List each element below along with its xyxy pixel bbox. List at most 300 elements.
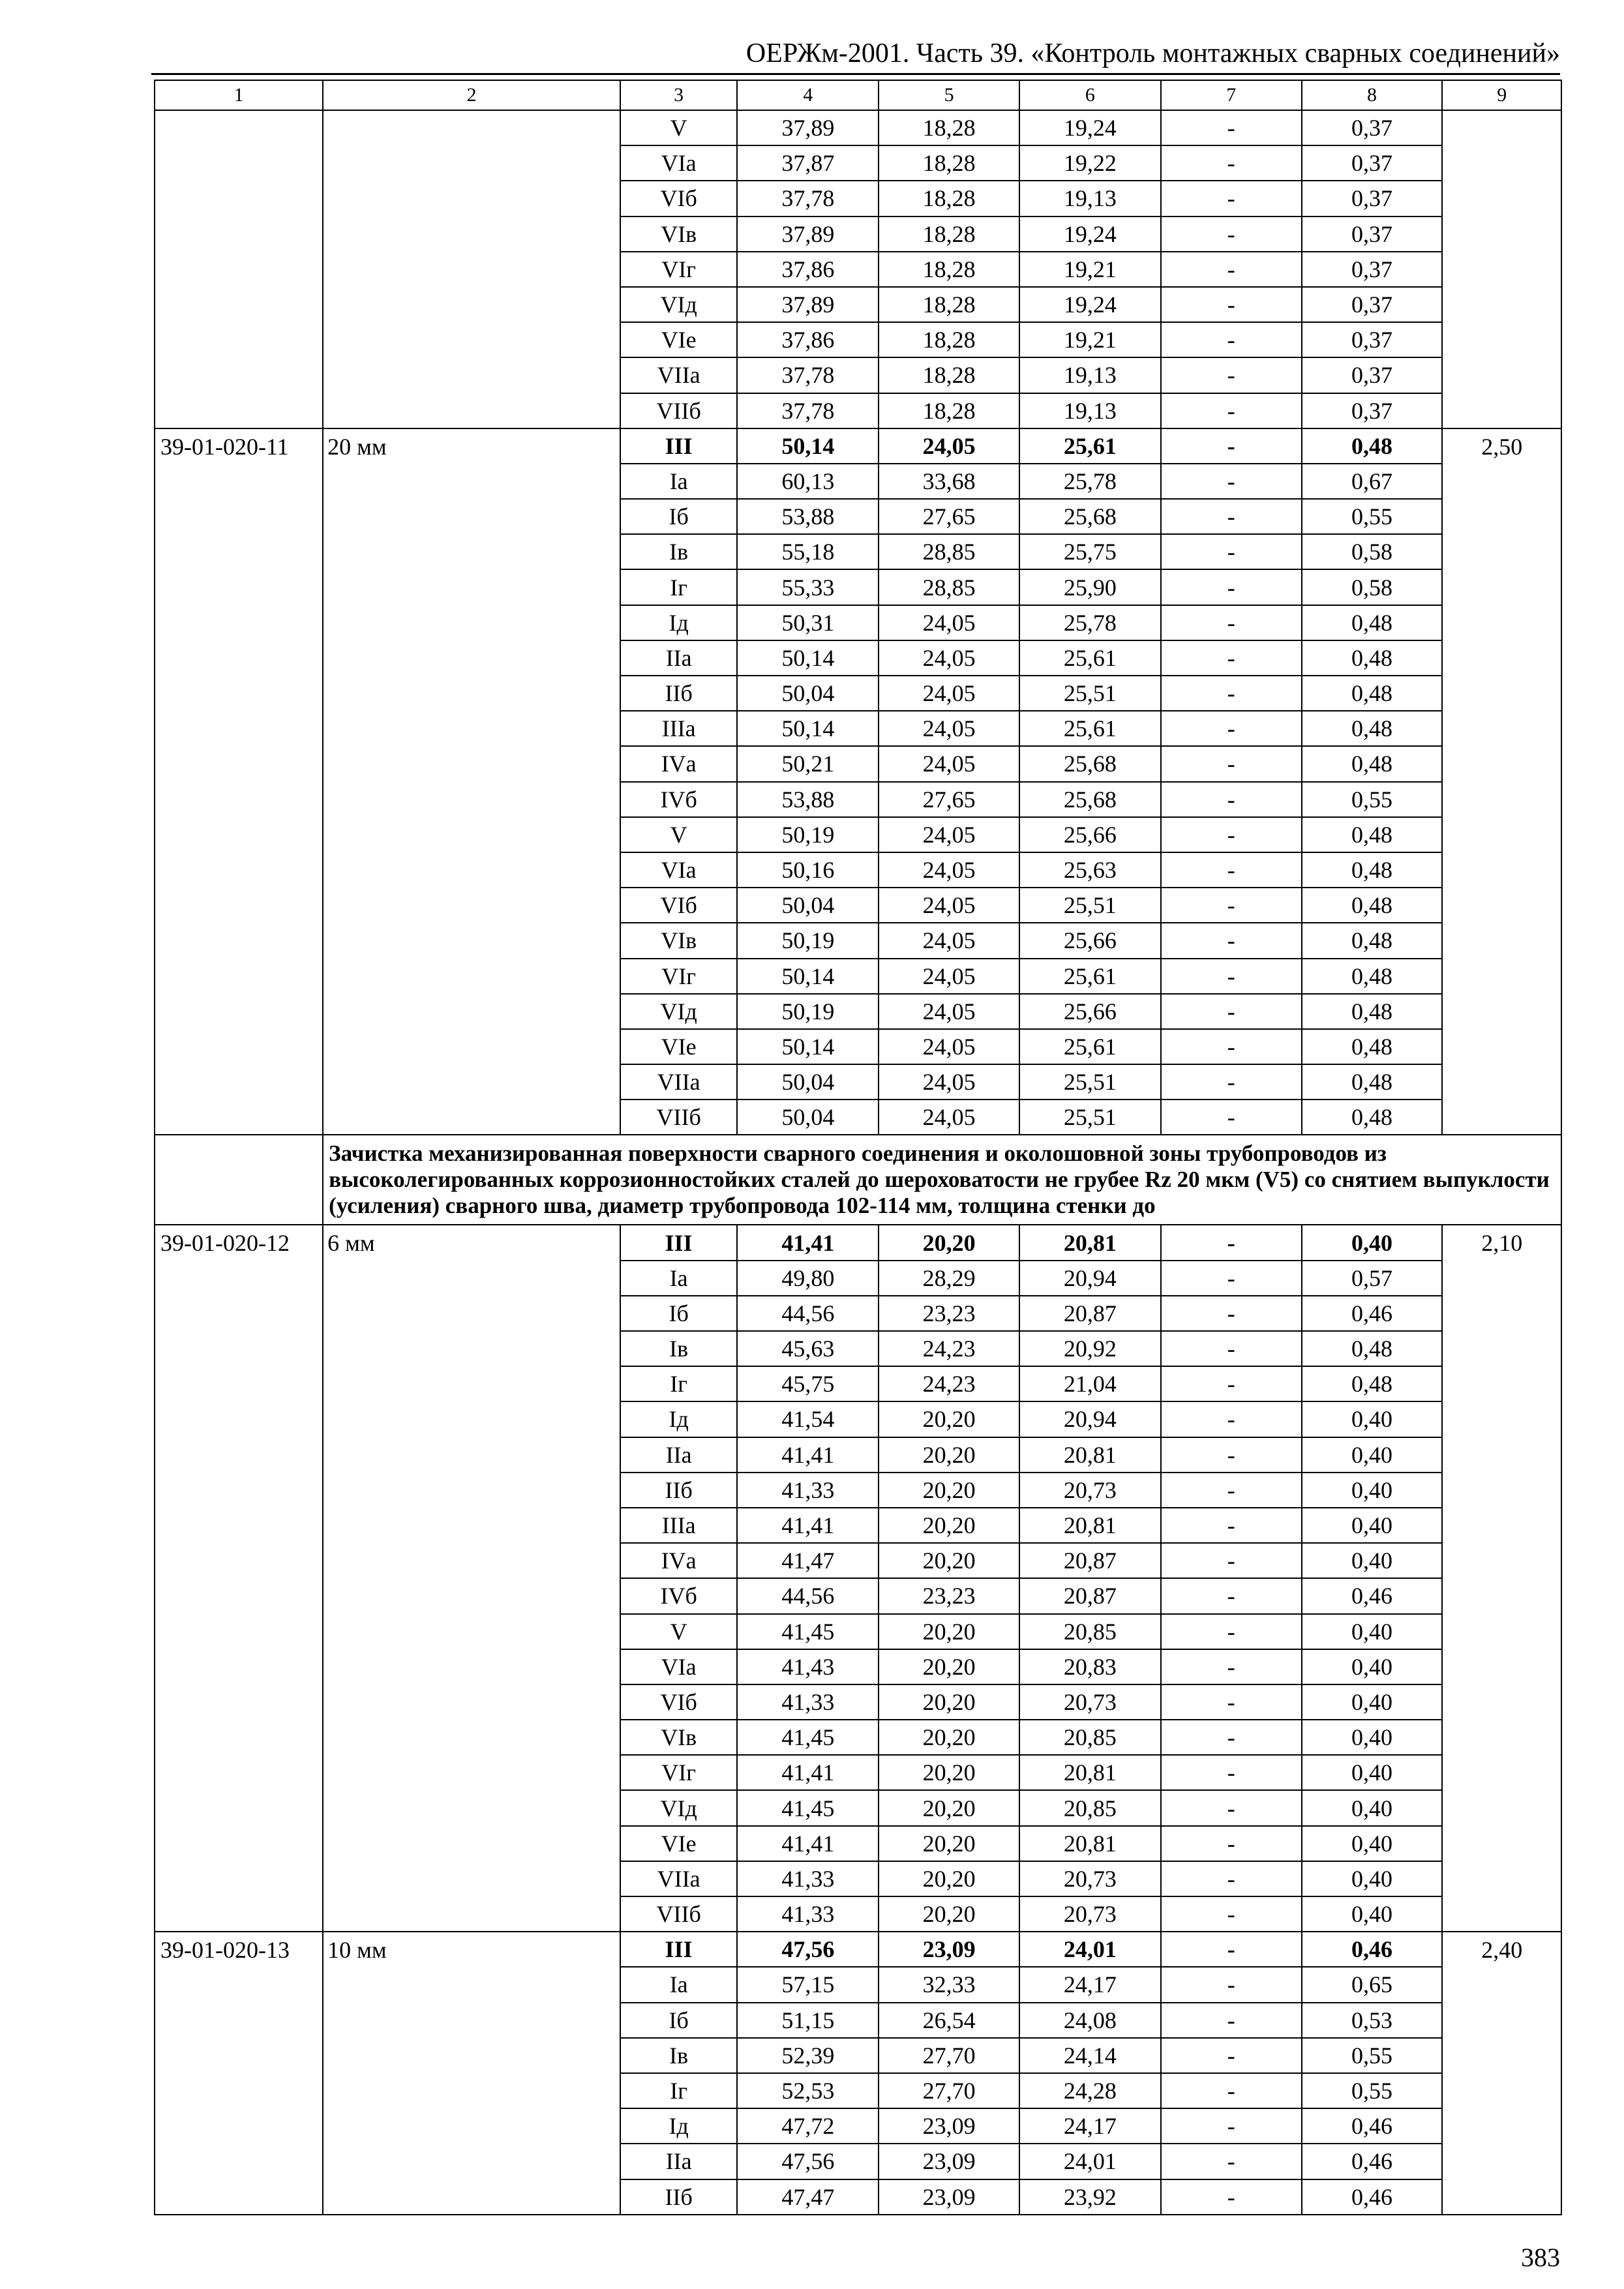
col-total-cost: 41,47	[737, 1543, 879, 1578]
col-machine-cost: 25,75	[1019, 534, 1161, 569]
col-total-cost: 41,41	[737, 1437, 879, 1473]
col-resource-group: V	[620, 817, 737, 852]
col-materials: -	[1161, 782, 1302, 817]
col-machine-cost: 20,85	[1019, 1720, 1161, 1755]
col-machine-cost: 25,61	[1019, 959, 1161, 994]
col-total-cost: 44,56	[737, 1578, 879, 1613]
col-labor-costs: 0,48	[1302, 959, 1443, 994]
col-materials: -	[1161, 1755, 1302, 1790]
column-number-row	[155, 80, 1561, 110]
col-wages: 24,05	[879, 959, 1019, 994]
col-total-cost: 55,18	[737, 534, 879, 569]
col-machine-cost: 20,81	[1019, 1225, 1161, 1260]
col-total-cost: 47,47	[737, 2179, 879, 2215]
col-wages: 18,28	[879, 252, 1019, 287]
col-wages: 24,05	[879, 605, 1019, 640]
col-materials: -	[1161, 605, 1302, 640]
col-resource-group: VIб	[620, 181, 737, 216]
col-wages: 24,05	[879, 923, 1019, 958]
col-labor-costs: 0,46	[1302, 1932, 1443, 1967]
col-labor-costs: 0,40	[1302, 1225, 1443, 1260]
col-total-cost: 50,14	[737, 711, 879, 746]
col-wages: 24,05	[879, 852, 1019, 888]
col-labor-costs: 0,37	[1302, 393, 1443, 428]
col-machine-cost: 20,92	[1019, 1331, 1161, 1366]
col-materials: -	[1161, 1720, 1302, 1755]
col-total-cost: 50,19	[737, 923, 879, 958]
col-wages: 18,28	[879, 393, 1019, 428]
col-materials: -	[1161, 252, 1302, 287]
col-total-cost: 47,56	[737, 1932, 879, 1967]
col-materials: -	[1161, 1473, 1302, 1508]
rate-parameter: 6 мм	[323, 1225, 620, 1932]
col-resource-group: IIIа	[620, 711, 737, 746]
col-labor-costs: 0,57	[1302, 1261, 1443, 1296]
col-labor-costs: 0,40	[1302, 1861, 1443, 1896]
col-resource-group: IVб	[620, 782, 737, 817]
col-resource-group: VIа	[620, 852, 737, 888]
col-total-cost: 37,89	[737, 110, 879, 145]
col-materials: -	[1161, 1029, 1302, 1064]
col-total-labor: 2,10	[1442, 1225, 1561, 1932]
col-total-cost: 41,54	[737, 1401, 879, 1437]
col-labor-costs: 0,40	[1302, 1649, 1443, 1684]
col-labor-costs: 0,40	[1302, 1790, 1443, 1825]
col-resource-group: V	[620, 1614, 737, 1649]
col-machine-cost: 20,94	[1019, 1401, 1161, 1437]
col-materials: -	[1161, 2038, 1302, 2073]
col-wages: 18,28	[879, 110, 1019, 145]
rate-parameter: 10 мм	[323, 1932, 620, 2215]
col-resource-group: VIIб	[620, 1896, 737, 1932]
col-materials: -	[1161, 1649, 1302, 1684]
col-machine-cost: 20,85	[1019, 1790, 1161, 1825]
col-resource-group: III	[620, 1932, 737, 1967]
col-machine-cost: 19,21	[1019, 252, 1161, 287]
col-materials: -	[1161, 817, 1302, 852]
col-total-labor	[1442, 110, 1561, 428]
col-materials: -	[1161, 994, 1302, 1029]
col-labor-costs: 0,40	[1302, 1401, 1443, 1437]
col-labor-costs: 0,55	[1302, 782, 1443, 817]
col-machine-cost: 25,90	[1019, 569, 1161, 605]
col-resource-group: III	[620, 1225, 737, 1260]
col-resource-group: Iа	[620, 464, 737, 499]
col-total-cost: 41,45	[737, 1614, 879, 1649]
col-wages: 20,20	[879, 1614, 1019, 1649]
col-total-cost: 47,56	[737, 2144, 879, 2179]
col-wages: 20,20	[879, 1543, 1019, 1578]
col-resource-group: IIа	[620, 1437, 737, 1473]
col-resource-group: IIа	[620, 640, 737, 676]
col-materials: -	[1161, 569, 1302, 605]
col-labor-costs: 0,65	[1302, 1967, 1443, 2002]
column-number: 2	[323, 80, 620, 110]
col-machine-cost: 20,73	[1019, 1896, 1161, 1932]
col-machine-cost: 25,68	[1019, 499, 1161, 534]
col-machine-cost: 25,61	[1019, 428, 1161, 464]
col-labor-costs: 0,40	[1302, 1508, 1443, 1543]
col-labor-costs: 0,55	[1302, 2073, 1443, 2108]
col-materials: -	[1161, 2003, 1302, 2038]
col-labor-costs: 0,37	[1302, 110, 1443, 145]
rate-code: 39-01-020-11	[155, 428, 323, 1135]
col-materials: -	[1161, 1790, 1302, 1825]
col-materials: -	[1161, 1064, 1302, 1100]
col-total-cost: 57,15	[737, 1967, 879, 2002]
column-number: 8	[1302, 80, 1443, 110]
col-materials: -	[1161, 110, 1302, 145]
col-wages: 24,23	[879, 1366, 1019, 1401]
col-resource-group: VIIа	[620, 1064, 737, 1100]
col-machine-cost: 24,01	[1019, 1932, 1161, 1967]
col-resource-group: VIа	[620, 145, 737, 181]
col-resource-group: IIб	[620, 676, 737, 711]
col-resource-group: Iв	[620, 2038, 737, 2073]
table-row	[155, 1225, 1561, 1260]
col-resource-group: IVа	[620, 1543, 737, 1578]
col-resource-group: Iг	[620, 2073, 737, 2108]
header-rule	[151, 73, 1560, 75]
col-labor-costs: 0,37	[1302, 145, 1443, 181]
col-wages: 20,20	[879, 1790, 1019, 1825]
col-machine-cost: 24,08	[1019, 2003, 1161, 2038]
col-wages: 20,20	[879, 1473, 1019, 1508]
col-resource-group: Iа	[620, 1967, 737, 2002]
col-wages: 20,20	[879, 1649, 1019, 1684]
col-total-cost: 50,04	[737, 1100, 879, 1135]
col-machine-cost: 25,51	[1019, 1100, 1161, 1135]
col-resource-group: VIб	[620, 888, 737, 923]
col-resource-group: IIIа	[620, 1508, 737, 1543]
col-wages: 18,28	[879, 181, 1019, 216]
col-machine-cost: 19,22	[1019, 145, 1161, 181]
col-resource-group: Iб	[620, 1296, 737, 1331]
col-materials: -	[1161, 888, 1302, 923]
col-machine-cost: 23,92	[1019, 2179, 1161, 2215]
col-labor-costs: 0,48	[1302, 640, 1443, 676]
col-materials: -	[1161, 393, 1302, 428]
col-labor-costs: 0,46	[1302, 2144, 1443, 2179]
col-machine-cost: 24,01	[1019, 2144, 1161, 2179]
col-labor-costs: 0,48	[1302, 1029, 1443, 1064]
col-materials: -	[1161, 1861, 1302, 1896]
col-total-cost: 41,33	[737, 1861, 879, 1896]
col-wages: 20,20	[879, 1684, 1019, 1720]
col-wages: 20,20	[879, 1401, 1019, 1437]
col-machine-cost: 19,13	[1019, 181, 1161, 216]
col-labor-costs: 0,48	[1302, 888, 1443, 923]
rates-table-container	[154, 80, 1562, 2215]
col-resource-group: VIе	[620, 1826, 737, 1861]
col-total-cost: 51,15	[737, 2003, 879, 2038]
column-number: 4	[737, 80, 879, 110]
col-wages: 20,20	[879, 1755, 1019, 1790]
col-total-cost: 50,31	[737, 605, 879, 640]
col-labor-costs: 0,46	[1302, 1578, 1443, 1613]
col-machine-cost: 20,83	[1019, 1649, 1161, 1684]
col-wages: 33,68	[879, 464, 1019, 499]
col-materials: -	[1161, 852, 1302, 888]
col-materials: -	[1161, 1225, 1302, 1260]
col-wages: 24,05	[879, 640, 1019, 676]
col-total-cost: 50,14	[737, 428, 879, 464]
col-total-cost: 41,33	[737, 1684, 879, 1720]
col-wages: 24,05	[879, 746, 1019, 781]
col-wages: 27,65	[879, 499, 1019, 534]
col-machine-cost: 20,81	[1019, 1508, 1161, 1543]
col-materials: -	[1161, 1578, 1302, 1613]
column-number: 6	[1019, 80, 1161, 110]
col-wages: 24,23	[879, 1331, 1019, 1366]
heading-blank-cell	[155, 1135, 323, 1225]
col-materials: -	[1161, 145, 1302, 181]
col-machine-cost: 19,24	[1019, 110, 1161, 145]
col-total-cost: 50,14	[737, 959, 879, 994]
col-wages: 24,05	[879, 994, 1019, 1029]
col-labor-costs: 0,55	[1302, 499, 1443, 534]
col-resource-group: VIIа	[620, 357, 737, 393]
column-number: 9	[1442, 80, 1561, 110]
col-total-cost: 41,41	[737, 1508, 879, 1543]
col-wages: 24,05	[879, 817, 1019, 852]
col-resource-group: IVб	[620, 1578, 737, 1613]
col-total-cost: 50,21	[737, 746, 879, 781]
col-labor-costs: 0,46	[1302, 2179, 1443, 2215]
col-resource-group: Iб	[620, 499, 737, 534]
col-total-cost: 50,19	[737, 817, 879, 852]
col-wages: 18,28	[879, 357, 1019, 393]
page-number: 383	[1521, 2243, 1560, 2272]
col-materials: -	[1161, 2179, 1302, 2215]
col-resource-group: VIIб	[620, 1100, 737, 1135]
col-machine-cost: 24,28	[1019, 2073, 1161, 2108]
rate-code: 39-01-020-12	[155, 1225, 323, 1932]
col-machine-cost: 20,81	[1019, 1826, 1161, 1861]
col-total-labor: 2,50	[1442, 428, 1561, 1135]
col-machine-cost: 25,68	[1019, 782, 1161, 817]
col-total-cost: 53,88	[737, 499, 879, 534]
col-wages: 27,70	[879, 2073, 1019, 2108]
col-materials: -	[1161, 2144, 1302, 2179]
table-row	[155, 110, 1561, 145]
col-wages: 23,23	[879, 1296, 1019, 1331]
col-labor-costs: 0,55	[1302, 2038, 1443, 2073]
col-machine-cost: 19,13	[1019, 393, 1161, 428]
col-total-cost: 41,33	[737, 1896, 879, 1932]
table-row	[155, 428, 1561, 464]
col-labor-costs: 0,48	[1302, 746, 1443, 781]
col-total-cost: 50,04	[737, 888, 879, 923]
col-wages: 28,29	[879, 1261, 1019, 1296]
col-resource-group: IIб	[620, 1473, 737, 1508]
col-total-cost: 41,41	[737, 1755, 879, 1790]
col-resource-group: Iа	[620, 1261, 737, 1296]
col-labor-costs: 0,48	[1302, 711, 1443, 746]
col-machine-cost: 20,81	[1019, 1755, 1161, 1790]
col-labor-costs: 0,40	[1302, 1755, 1443, 1790]
table-row	[155, 1932, 1561, 1967]
col-total-cost: 41,41	[737, 1225, 879, 1260]
rate-code: 39-01-020-13	[155, 1932, 323, 2215]
col-resource-group: VIг	[620, 1755, 737, 1790]
rate-parameter: 20 мм	[323, 428, 620, 1135]
col-machine-cost: 25,61	[1019, 711, 1161, 746]
col-materials: -	[1161, 1543, 1302, 1578]
col-resource-group: VIг	[620, 252, 737, 287]
col-resource-group: VIе	[620, 322, 737, 357]
col-resource-group: Iв	[620, 534, 737, 569]
col-total-labor: 2,40	[1442, 1932, 1561, 2215]
col-materials: -	[1161, 1826, 1302, 1861]
col-materials: -	[1161, 923, 1302, 958]
col-machine-cost: 20,73	[1019, 1473, 1161, 1508]
col-resource-group: Iд	[620, 1401, 737, 1437]
col-machine-cost: 19,24	[1019, 287, 1161, 322]
col-labor-costs: 0,48	[1302, 817, 1443, 852]
col-wages: 24,05	[879, 711, 1019, 746]
col-resource-group: VIв	[620, 923, 737, 958]
col-wages: 24,05	[879, 676, 1019, 711]
col-labor-costs: 0,37	[1302, 181, 1443, 216]
col-machine-cost: 20,87	[1019, 1296, 1161, 1331]
col-wages: 23,09	[879, 2108, 1019, 2144]
col-machine-cost: 19,24	[1019, 217, 1161, 252]
col-materials: -	[1161, 357, 1302, 393]
col-labor-costs: 0,58	[1302, 569, 1443, 605]
col-resource-group: Iб	[620, 2003, 737, 2038]
col-materials: -	[1161, 1967, 1302, 2002]
col-resource-group: VIд	[620, 287, 737, 322]
col-labor-costs: 0,37	[1302, 217, 1443, 252]
col-machine-cost: 24,14	[1019, 2038, 1161, 2073]
col-resource-group: VIд	[620, 1790, 737, 1825]
col-materials: -	[1161, 181, 1302, 216]
col-total-cost: 37,86	[737, 322, 879, 357]
col-wages: 20,20	[879, 1826, 1019, 1861]
col-wages: 18,28	[879, 287, 1019, 322]
col-total-cost: 37,78	[737, 357, 879, 393]
col-labor-costs: 0,48	[1302, 1331, 1443, 1366]
col-materials: -	[1161, 1401, 1302, 1437]
col-materials: -	[1161, 428, 1302, 464]
col-machine-cost: 21,04	[1019, 1366, 1161, 1401]
col-total-cost: 55,33	[737, 569, 879, 605]
col-materials: -	[1161, 1366, 1302, 1401]
col-labor-costs: 0,48	[1302, 1064, 1443, 1100]
col-materials: -	[1161, 1437, 1302, 1473]
col-wages: 23,09	[879, 1932, 1019, 1967]
col-machine-cost: 20,85	[1019, 1614, 1161, 1649]
col-resource-group: VIIб	[620, 393, 737, 428]
rate-parameter	[323, 110, 620, 428]
col-resource-group: IIб	[620, 2179, 737, 2215]
rates-table-body	[155, 80, 1561, 2215]
col-materials: -	[1161, 464, 1302, 499]
col-total-cost: 49,80	[737, 1261, 879, 1296]
col-labor-costs: 0,48	[1302, 676, 1443, 711]
col-machine-cost: 20,87	[1019, 1543, 1161, 1578]
col-labor-costs: 0,46	[1302, 1296, 1443, 1331]
col-labor-costs: 0,48	[1302, 852, 1443, 888]
col-labor-costs: 0,53	[1302, 2003, 1443, 2038]
col-wages: 18,28	[879, 322, 1019, 357]
col-total-cost: 50,14	[737, 1029, 879, 1064]
col-resource-group: IIа	[620, 2144, 737, 2179]
col-resource-group: IVа	[620, 746, 737, 781]
col-total-cost: 60,13	[737, 464, 879, 499]
col-total-cost: 37,89	[737, 287, 879, 322]
col-total-cost: 37,89	[737, 217, 879, 252]
col-wages: 24,05	[879, 1100, 1019, 1135]
col-materials: -	[1161, 1684, 1302, 1720]
col-labor-costs: 0,48	[1302, 428, 1443, 464]
col-wages: 24,05	[879, 1064, 1019, 1100]
col-machine-cost: 24,17	[1019, 2108, 1161, 2144]
col-labor-costs: 0,40	[1302, 1437, 1443, 1473]
col-wages: 18,28	[879, 217, 1019, 252]
col-total-cost: 44,56	[737, 1296, 879, 1331]
col-wages: 23,23	[879, 1578, 1019, 1613]
col-materials: -	[1161, 1331, 1302, 1366]
col-wages: 20,20	[879, 1896, 1019, 1932]
col-labor-costs: 0,48	[1302, 1100, 1443, 1135]
col-total-cost: 50,19	[737, 994, 879, 1029]
col-total-cost: 41,41	[737, 1826, 879, 1861]
col-machine-cost: 25,68	[1019, 746, 1161, 781]
col-materials: -	[1161, 287, 1302, 322]
col-machine-cost: 25,78	[1019, 605, 1161, 640]
col-wages: 20,20	[879, 1508, 1019, 1543]
col-resource-group: VIб	[620, 1684, 737, 1720]
col-materials: -	[1161, 1296, 1302, 1331]
col-labor-costs: 0,48	[1302, 1366, 1443, 1401]
col-machine-cost: 19,21	[1019, 322, 1161, 357]
col-machine-cost: 25,63	[1019, 852, 1161, 888]
col-total-cost: 52,53	[737, 2073, 879, 2108]
col-materials: -	[1161, 1932, 1302, 1967]
col-total-cost: 47,72	[737, 2108, 879, 2144]
col-wages: 23,09	[879, 2144, 1019, 2179]
col-machine-cost: 25,66	[1019, 817, 1161, 852]
col-wages: 28,85	[879, 534, 1019, 569]
col-machine-cost: 20,73	[1019, 1861, 1161, 1896]
column-number: 3	[620, 80, 737, 110]
col-materials: -	[1161, 322, 1302, 357]
col-labor-costs: 0,37	[1302, 287, 1443, 322]
col-materials: -	[1161, 1508, 1302, 1543]
col-wages: 26,54	[879, 2003, 1019, 2038]
col-wages: 24,05	[879, 888, 1019, 923]
page-header-title: ОЕРЖм-2001. Часть 39. «Контроль монтажных сварных соединений»	[745, 38, 1560, 68]
col-wages: 32,33	[879, 1967, 1019, 2002]
col-machine-cost: 25,51	[1019, 888, 1161, 923]
col-wages: 27,65	[879, 782, 1019, 817]
col-materials: -	[1161, 1100, 1302, 1135]
col-resource-group: Iг	[620, 1366, 737, 1401]
col-machine-cost: 25,61	[1019, 640, 1161, 676]
col-wages: 28,85	[879, 569, 1019, 605]
col-labor-costs: 0,40	[1302, 1896, 1443, 1932]
section-heading-row	[155, 1135, 1561, 1225]
col-resource-group: VIв	[620, 1720, 737, 1755]
col-labor-costs: 0,48	[1302, 605, 1443, 640]
col-materials: -	[1161, 2108, 1302, 2144]
col-total-cost: 37,78	[737, 181, 879, 216]
col-materials: -	[1161, 499, 1302, 534]
col-total-cost: 50,16	[737, 852, 879, 888]
col-materials: -	[1161, 640, 1302, 676]
